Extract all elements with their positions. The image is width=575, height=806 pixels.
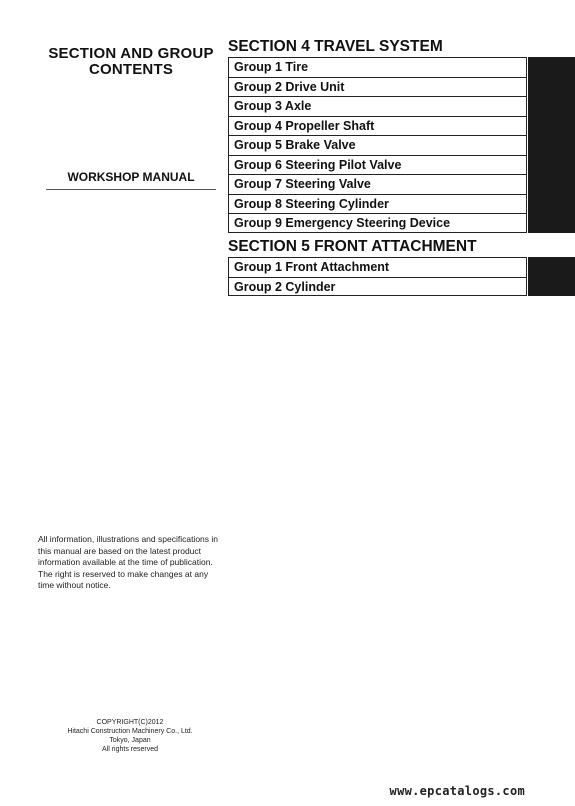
section-4-heading: SECTION 4 TRAVEL SYSTEM bbox=[228, 38, 443, 55]
group-row-cylinder[interactable]: Group 2 Cylinder bbox=[228, 277, 527, 297]
company-location: Tokyo, Japan bbox=[109, 737, 151, 744]
section-5-heading: SECTION 5 FRONT ATTACHMENT bbox=[228, 238, 477, 255]
copyright-block bbox=[40, 718, 220, 754]
group-row-axle[interactable]: Group 3 Axle bbox=[228, 96, 527, 116]
group-row-steering-cylinder[interactable]: Group 8 Steering Cylinder bbox=[228, 194, 527, 214]
contents-title bbox=[40, 46, 222, 78]
manual-type-label: WORKSHOP MANUAL bbox=[46, 170, 216, 190]
section-5-group-list bbox=[228, 257, 527, 296]
section-4-group-list bbox=[228, 57, 527, 233]
section-4-tab[interactable] bbox=[528, 57, 575, 233]
disclaimer-text: All information, illustrations and specifications in this manual are based on the latest product information available at the time of publication. The right is reserved to make changes at any time without notice. bbox=[38, 534, 219, 590]
contents-title-line2: CONTENTS bbox=[88, 61, 174, 78]
section-5-tab[interactable] bbox=[528, 257, 575, 296]
group-row-emergency-steering-device[interactable]: Group 9 Emergency Steering Device bbox=[228, 213, 527, 233]
group-row-propeller-shaft[interactable]: Group 4 Propeller Shaft bbox=[228, 116, 527, 136]
group-row-tire[interactable]: Group 1 Tire bbox=[228, 57, 527, 77]
contents-title-line1: SECTION AND GROUP bbox=[48, 45, 214, 62]
group-row-steering-valve[interactable]: Group 7 Steering Valve bbox=[228, 174, 527, 194]
watermark-url: www.epcatalogs.com bbox=[389, 784, 525, 798]
group-row-brake-valve[interactable]: Group 5 Brake Valve bbox=[228, 135, 527, 155]
group-row-steering-pilot-valve[interactable]: Group 6 Steering Pilot Valve bbox=[228, 155, 527, 175]
rights-reserved: All rights reserved bbox=[101, 746, 159, 753]
group-row-drive-unit[interactable]: Group 2 Drive Unit bbox=[228, 77, 527, 97]
group-row-front-attachment[interactable]: Group 1 Front Attachment bbox=[228, 257, 527, 277]
copyright-line: COPYRIGHT(C)2012 bbox=[96, 719, 164, 726]
company-name: Hitachi Construction Machinery Co., Ltd. bbox=[67, 728, 193, 735]
